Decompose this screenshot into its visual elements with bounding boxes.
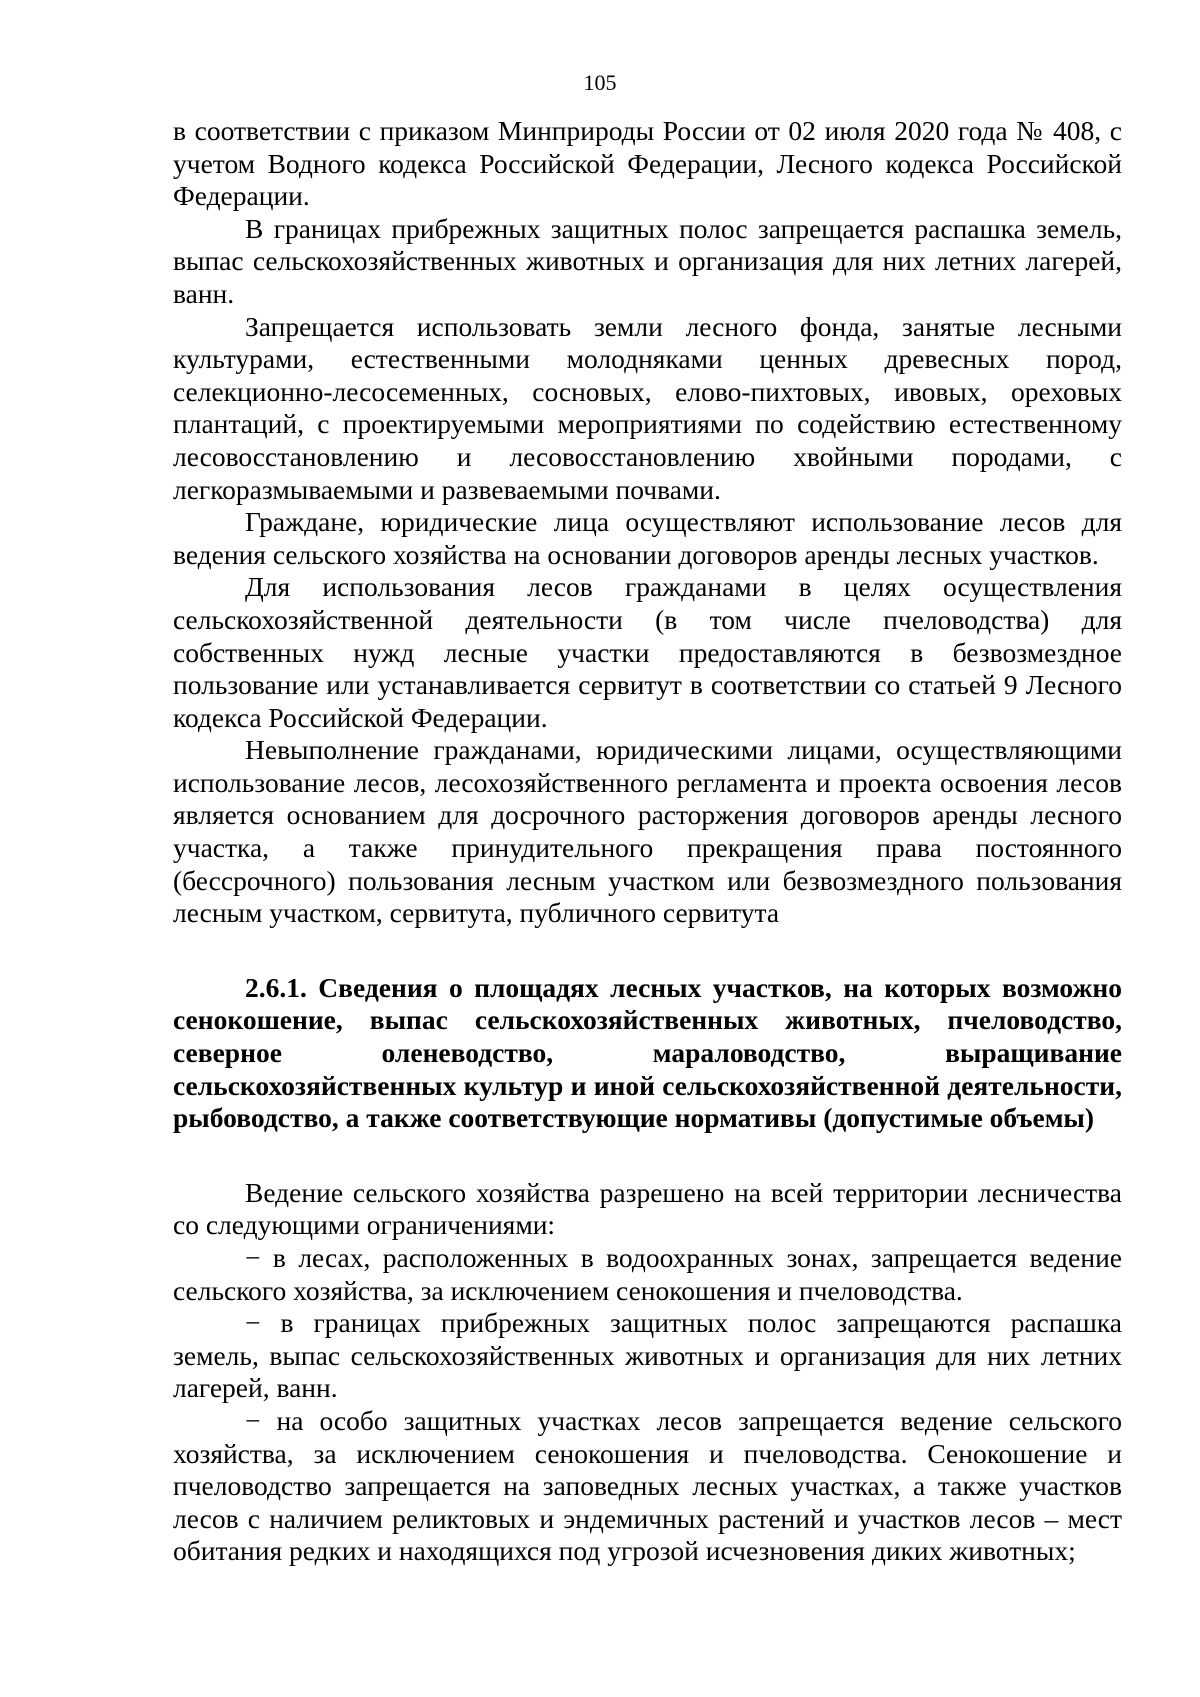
paragraph-legal-basis: в соответствии с приказом Минприроды России от 02 июля 2020 года № 408, с учетом Водного кодекса Российской Федерации, Лесного кодекса Российской Федерации. <box>173 115 1122 212</box>
page-number: 105 <box>583 70 617 95</box>
list-item-coastal-strips: − в границах прибрежных защитных полос запрещаются распашка земель, выпас сельскохозяйственных животных и организация для них летних лагерей, ванн. <box>173 1307 1122 1404</box>
paragraph-coastal-restrictions: В границах прибрежных защитных полос запрещается распашка земель, выпас сельскохозяйственных животных и организация для них летних лагерей, ванн. <box>173 212 1122 309</box>
section-heading: 2.6.1. Сведения о площадях лесных участков, на которых возможно сенокошение, выпас сельскохозяйственных животных, пчеловодство, северное оленеводство, мараловодство, выращивание сельскохозяйственных культур и иной сельскохозяйственной деятельности, рыбоводство, а также соответствующие нормативы (допустимые объемы) <box>173 971 1122 1134</box>
paragraph-citizens-use: Для использования лесов гражданами в целях осуществления сельскохозяйственной деятельности (в том числе пчеловодства) для собственных нужд лесные участки предоставляются в безвозмездное пользование или устанавливается сервитут в соответствии со статьей 9 Лесного кодекса Российской Федерации. <box>173 571 1122 733</box>
list-item-protective-areas: − на особо защитных участках лесов запрещается ведение сельского хозяйства, за исключением сенокошения и пчеловодства. Сенокошение и пчеловодство запрещается на заповедных лесных участках, а также участков лесов с наличием реликтовых и эндемичных растений и участков лесов – мест обитания редких и находящихся под угрозой исчезновения диких животных; <box>173 1404 1122 1567</box>
document-body <box>173 115 1122 1568</box>
paragraph-agriculture-intro: Ведение сельского хозяйства разрешено на всей территории лесничества со следующими ограничениями: <box>173 1176 1122 1241</box>
paragraph-forest-land-prohibition: Запрещается использовать земли лесного фонда, занятые лесными культурами, естественными молодняками ценных древесных пород, селекционно-лесосеменных, сосновых, елово-пихтовых, ивовых, ореховых плантаций, с проектируемыми мероприятиями по содействию естественному лесовосстановлению и лесовосстановлению хвойными породами, с легкоразмываемыми и развеваемыми почвами. <box>173 310 1122 505</box>
paragraph-termination-grounds: Невыполнение гражданами, юридическими лицами, осуществляющими использование лесов, лесохозяйственного регламента и проекта освоения лесов является основанием для досрочного расторжения договоров аренды лесного участка, а также принудительного прекращения права постоянного (бессрочного) пользования лесным участком или безвозмездного пользования лесным участком, сервитута, публичного сервитута <box>173 734 1122 929</box>
list-item-water-protection-zones: − в лесах, расположенных в водоохранных зонах, запрещается ведение сельского хозяйства, за исключением сенокошения и пчеловодства. <box>173 1242 1122 1306</box>
paragraph-lease-basis: Граждане, юридические лица осуществляют использование лесов для ведения сельского хозяйства на основании договоров аренды лесных участков. <box>173 506 1122 570</box>
